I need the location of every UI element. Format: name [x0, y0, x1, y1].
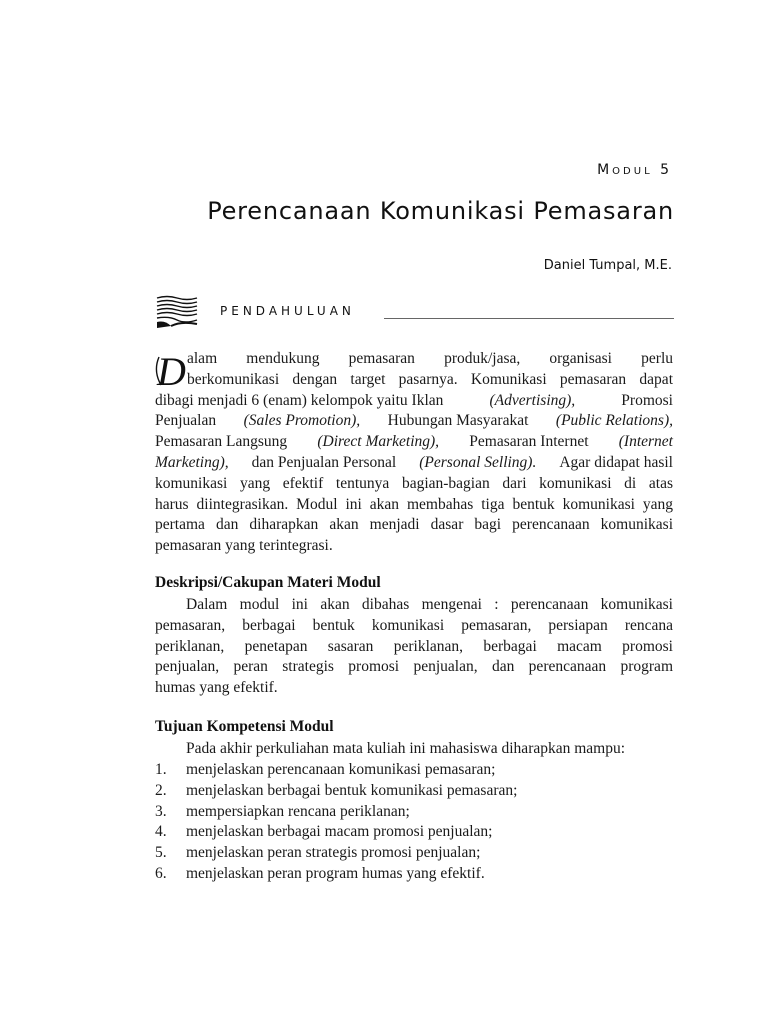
text-line: Marketing), dan Penjualan Personal (Personal Selling). Agar didapat hasil — [155, 453, 673, 471]
text-line: dibagi menjadi 6 (enam) kelompok yaitu Iklan (Advertising), Promosi — [155, 391, 673, 409]
subheading-tujuan: Tujuan Kompetensi Modul — [155, 718, 334, 735]
list-item — [155, 864, 673, 885]
text-line: komunikasi yang efektif tentunya bagian-bagian dari komunikasi di atas — [155, 474, 673, 492]
svg-text:D: D — [157, 351, 186, 391]
list-number: 6. — [155, 864, 167, 882]
heading-rule — [384, 318, 674, 319]
page-title: Perencanaan Komunikasi Pemasaran — [207, 197, 674, 225]
intro-paragraph — [155, 349, 673, 557]
deskripsi-paragraph — [155, 595, 673, 699]
text-line: alam mendukung pemasaran produk/jasa, organisasi perlu — [187, 350, 673, 367]
author-name: Daniel Tumpal, M.E. — [543, 258, 672, 273]
list-item — [155, 802, 673, 823]
list-item-text: menjelaskan peran program humas yang efektif. — [186, 864, 485, 882]
list-item — [155, 843, 673, 864]
text-line: Dalam modul ini akan dibahas mengenai : perencanaan komunikasi — [186, 596, 673, 613]
list-item-text: menjelaskan berbagai macam promosi penjualan; — [186, 823, 493, 841]
module-label: Modul 5 — [597, 162, 672, 178]
list-item — [155, 781, 673, 802]
list-item — [155, 760, 673, 781]
text-line: humas yang efektif. — [155, 679, 278, 697]
text-line: harus diintegrasikan. Modul ini akan membahas tiga bentuk komunikasi yang — [155, 495, 673, 513]
text-line: pertama dan diharapkan akan menjadi dasar bagi perencanaan komunikasi — [155, 516, 673, 534]
text-line: Pada akhir perkuliahan mata kuliah ini mahasiswa diharapkan mampu: — [186, 740, 626, 757]
list-item-text: menjelaskan berbagai bentuk komunikasi pemasaran; — [186, 781, 518, 799]
list-number: 1. — [155, 761, 167, 778]
section-heading-pendahuluan: PENDAHULUAN — [220, 304, 355, 318]
list-number: 3. — [155, 802, 167, 820]
list-item-text: menjelaskan peran strategis promosi penjualan; — [186, 844, 481, 862]
list-number: 2. — [155, 781, 167, 799]
text-line: Penjualan (Sales Promotion), Hubungan Masyarakat (Public Relations), — [155, 412, 673, 430]
open-book-icon — [155, 294, 199, 330]
text-line: periklanan, penetapan sasaran periklanan, berbagai macam promosi — [155, 637, 673, 655]
tujuan-list — [155, 760, 673, 885]
text-line: penjualan, peran strategis promosi penjualan, dan perencanaan program — [155, 658, 673, 676]
list-number: 4. — [155, 823, 167, 841]
subheading-deskripsi: Deskripsi/Cakupan Materi Modul — [155, 574, 381, 591]
text-line: pemasaran yang terintegrasi. — [155, 537, 333, 555]
text-line: pemasaran, berbagai bentuk komunikasi pemasaran, persiapan rencana — [155, 616, 673, 634]
tujuan-intro — [155, 739, 673, 760]
list-item-text: mempersiapkan rencana periklanan; — [186, 802, 410, 820]
list-number: 5. — [155, 844, 167, 862]
list-item — [155, 822, 673, 843]
text-line: Pemasaran Langsung (Direct Marketing), Pemasaran Internet (Internet — [155, 433, 673, 451]
list-item-text: menjelaskan perencanaan komunikasi pemasaran; — [186, 761, 496, 778]
text-line: berkomunikasi dengan target pasarnya. Komunikasi pemasaran dapat — [187, 370, 673, 388]
